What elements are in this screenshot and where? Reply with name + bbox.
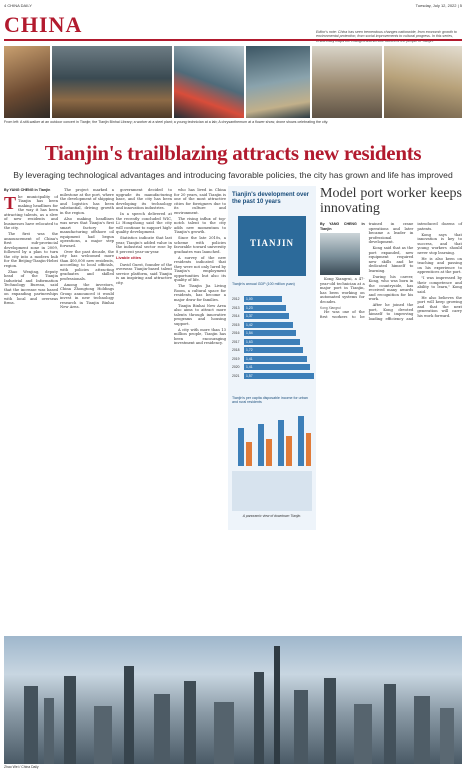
skyline-photo	[4, 636, 462, 764]
article-column-2	[60, 188, 114, 311]
gdp-bar-row	[232, 339, 312, 346]
headline: Tianjin's trailblazing attracts new residents	[44, 141, 422, 165]
sidebar-photo-caption: Kong Xiangrui	[320, 305, 341, 310]
article-column-3	[116, 188, 172, 287]
gdp-bar-value: 1,63	[246, 339, 253, 344]
editor-note: Editor's note: China has seen tremendous changes nationwide, from economic growth to environmental protection, from social improvements to cultural progress. In this series,	[316, 30, 457, 39]
sidebar-byline: By YANG CHENG in Tianjin	[320, 222, 365, 231]
page-header	[4, 2, 462, 10]
gdp-bar-value: 1,41	[246, 356, 253, 361]
paragraph: A city with more than 13 million people, Tianjin has been encouraging investment and residency.	[174, 327, 226, 345]
gdp-bar-chart	[232, 296, 312, 381]
section-title: CHINA	[4, 12, 83, 37]
sidebar-title: Model port worker keeps innovating	[320, 186, 462, 216]
header-left: 4 CHINA DAILY	[4, 3, 32, 8]
paragraph: government decided to upgrade its manufacturing base, and the city has been developing its technology and innovation industries.	[116, 188, 172, 210]
gdp-bar-row	[232, 330, 312, 337]
gdp-bar-value: 1,00	[246, 297, 253, 301]
gdp-bar-year: 2013	[232, 305, 240, 310]
gdp-bar-year: 2015	[232, 322, 240, 327]
photo-caption: From left: A stilt-walker at an outdoor concert in Tianjin; the Tianjin Binhai Library; a worker at a steel plant; a young technician at a lab; A chrysanthemum at a flower show; drone shows celebrating the city.	[4, 120, 329, 124]
paragraph: Over the past decade, the city has welcomed more than 400,000 new residents, according to local officials, with policies attracting graduates and skilled professionals.	[60, 249, 114, 281]
gdp-bar-year: 2020	[232, 365, 240, 369]
paragraph: The first was the announcement of China's first sub-provincial development zone in 2009, followed by a plan to turn the city into a modern hub for the Beijing-Tianjin-Hebei region.	[4, 232, 58, 268]
paragraph: During his career, Kong, who was born in the countryside, has received many awards and recognition for his work.	[368, 274, 414, 301]
section-rule	[4, 39, 462, 41]
paragraph: A survey of the new residents indicated that they were not only lured by Tianjin's employment opportunities but also its quality of life.	[174, 255, 226, 282]
sidebar-body	[320, 222, 462, 321]
gdp-bar-value: 1,54	[246, 331, 253, 335]
income-bar	[258, 424, 264, 466]
income-bar	[306, 433, 311, 466]
income-bar	[266, 439, 272, 466]
gdp-bar-year: 2018	[232, 348, 240, 352]
income-bar	[278, 420, 284, 466]
gdp-bar-value: 1,42	[246, 322, 253, 327]
gdp-bar-value: 1,41	[246, 365, 253, 369]
photo-lab-technician	[246, 46, 310, 118]
gdp-bar-year: 2019	[232, 356, 240, 361]
gdp-bar-value: 1,72	[246, 348, 253, 352]
gdp-bar-row	[232, 356, 312, 363]
gdp-bar-value: 1,23	[246, 305, 253, 310]
tianjin-logo-graphic	[238, 216, 306, 276]
header-right: Tuesday, July 12, 2022 | 5	[415, 3, 462, 8]
skyline-silhouette	[4, 636, 462, 764]
photo-drone-show	[384, 46, 462, 118]
gdp-bar-row	[232, 313, 312, 320]
gdp-bar-year: 2014	[232, 314, 240, 318]
gdp-bar	[244, 356, 307, 362]
paragraph: Tianjin Binhai New Area also aims to attract more talents through innovative programs and housing support.	[174, 303, 226, 326]
paragraph: "I was impressed by their competence and ability to learn," Kong said.	[417, 276, 462, 294]
photo-steel-worker	[174, 46, 244, 118]
paragraph: he municipality of Tianjin has been making headlines for the way it has been attracting talents, as a slew of new residents and businesses have relocated to the city.	[4, 194, 58, 230]
paragraph: Kong said that as the port expanded, new equipment required new skills and he dedicated himself to learning.	[368, 246, 414, 273]
gdp-bar-row	[232, 322, 312, 329]
paragraph: The Tianjin Jia Living Room, a cultural space for residents, has become a major draw for families.	[174, 284, 226, 302]
paragraph: Kong Xiangrui, a 47-year-old technician at a major port in Tianjin, has been working on automated systems for decades.	[320, 277, 365, 304]
gdp-bar-row	[232, 305, 312, 312]
gdp-bar-row	[232, 347, 312, 354]
gdp-bar-year: 2016	[232, 331, 240, 335]
paragraph: He is also keen on teaching and passing on his experience to apprentices at the port.	[417, 256, 462, 274]
paragraph: Zhao Wenjing, deputy head of the Tianjin Industrial and Information Technology Bureau, said that the increase was based on expanding partnerships with local and overseas firms.	[4, 269, 58, 305]
subheadline: By leveraging technological advantages and introducing favorable policies, the city has grown and life has improved	[13, 170, 453, 180]
lead-paragraph-block	[4, 195, 58, 233]
income-bar	[238, 428, 244, 466]
photo-stilt-walker	[4, 46, 50, 118]
income-bar	[298, 416, 304, 466]
gdp-bar-value: 1,37	[246, 314, 253, 318]
byline: By YANG CHENG in Tianjin	[4, 188, 51, 192]
photo-library	[52, 46, 172, 118]
article-column-1	[4, 188, 58, 307]
infographic-title: Tianjin's development over the past 10 years	[232, 192, 310, 205]
income-bar	[246, 442, 252, 466]
gdp-chart-title: Tianjin's annual GDP (100 million yuan)	[232, 282, 295, 286]
downtown-caption: A panoramic view of downtown Tianjin.	[242, 514, 302, 518]
gdp-bar-row	[232, 296, 312, 303]
income-chart-title: Tianjin's per capita disposable income for urban and rural residents	[232, 396, 308, 405]
paragraph: He was one of the first workers to be trained in crane operations and later became a leader in professional development.	[320, 222, 414, 319]
gdp-bar	[244, 364, 310, 370]
kong-xiangrui-photo	[320, 233, 360, 275]
income-bar	[286, 436, 292, 466]
paragraph: who has lived in China for 20 years, said Tianjin is one of the most attractive cities for foreigners due to its culture and environment.	[174, 188, 226, 215]
paragraph: Since the late 2010s, a scheme with policies favorable toward university graduates was launched.	[174, 236, 226, 254]
paragraph: The rising influx of top-notch talent to the city adds new momentum to Tianjin's growth.	[174, 216, 226, 234]
paragraph: Statistics indicate that last year, Tianjin's added value in the industrial sector rose by 8 percent year-on-year.	[116, 236, 172, 254]
photo-credit: Zhao Wei / China Daily	[4, 765, 39, 769]
paragraph: After he joined the port, Kong devoted himself to improving loading efficiency and introduced dozens of patents.	[368, 222, 462, 321]
gdp-bar-value: 1,57	[246, 373, 253, 378]
column-subhead: Livable cities	[116, 255, 142, 260]
paragraph: Also making headlines was news that Tianjin's first smart factory for manufacturing offshore oil equipment had begun operations, a major step forward.	[60, 216, 114, 248]
gdp-bar-row	[232, 373, 312, 380]
article-column-4	[174, 188, 226, 347]
paragraph: Among the investors, China Zhongtong Holdings Group announced it would invest in new technology research in Tianjin Binhai New Area.	[60, 282, 114, 309]
infographic-panel	[228, 186, 316, 530]
downtown-photo	[232, 471, 312, 511]
paragraph: Kong says that innovation is key to success, and that young workers should never stop learning.	[417, 232, 462, 255]
drop-cap: T	[4, 194, 17, 213]
paragraph: In a speech delivered at the recently concluded WIC, Li Hongzhong said the city will continue to support high-quality development.	[116, 212, 172, 234]
gdp-bar	[244, 373, 314, 379]
paragraph: The project marked a milestone at the port, where the development of shipping and logistics has been substantial, driving growth in the region.	[60, 188, 114, 215]
paragraph: He also believes the port will keep growing and that the next generation will carry his work forward.	[417, 295, 462, 318]
income-chart	[232, 408, 312, 468]
gdp-bar-row	[232, 364, 312, 371]
paragraph: David Guest, founder of the overseas Tianjin-based talent service platform, said Tianjin is an inspiring and attractive city.	[116, 262, 172, 285]
photo-flower-show	[312, 46, 382, 118]
sidebar-story	[320, 186, 462, 321]
tianjin-logo-text: TIANJIN	[249, 238, 294, 248]
gdp-bar-year: 2012	[232, 297, 240, 301]
gdp-bar-year: 2021	[232, 373, 240, 378]
gdp-bar-year: 2017	[232, 339, 240, 344]
